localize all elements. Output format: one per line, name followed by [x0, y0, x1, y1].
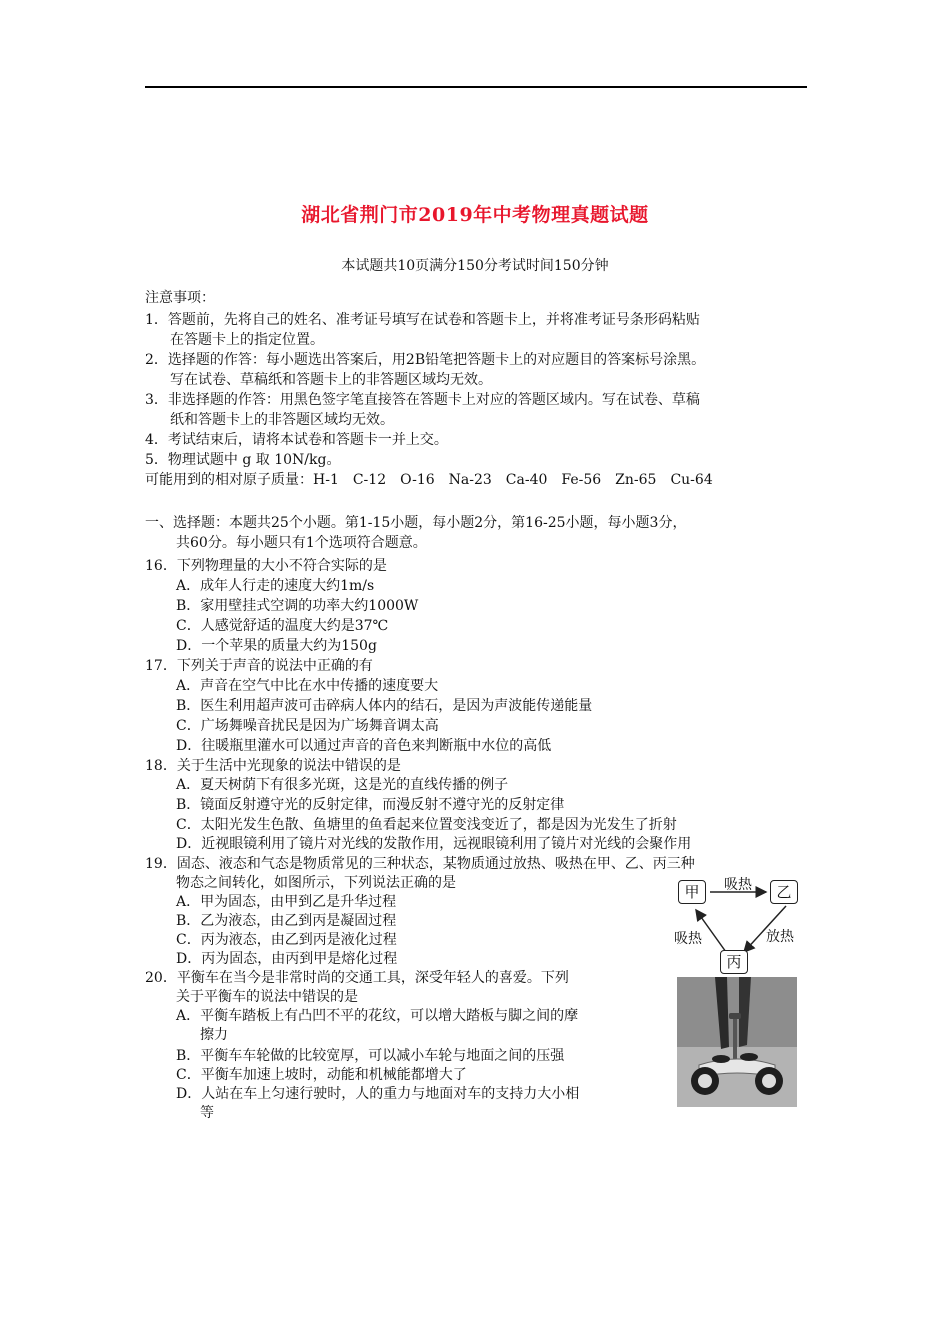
label-left-absorb: 吸热 — [674, 931, 702, 947]
question-option: A．平衡车踏板上有凸凹不平的花纹，可以增大踏板与脚之间的摩 — [176, 1008, 579, 1024]
note-item: 5．物理试题中 g 取 10N/kg。 — [145, 452, 341, 468]
phase-bing-box: 丙 — [720, 950, 748, 974]
notes-heading: 注意事项： — [145, 290, 215, 306]
question-option: B．医生利用超声波可击碎病人体内的结石，是因为声波能传递能量 — [176, 698, 593, 714]
label-right-release: 放热 — [766, 929, 794, 945]
question-option: A．甲为固态，由甲到乙是升华过程 — [176, 894, 397, 910]
question-stem: 20．平衡车在当今是非常时尚的交通工具，深受年轻人的喜爱。下列 — [145, 970, 569, 986]
question-option: C．丙为液态，由乙到丙是液化过程 — [176, 932, 397, 948]
question-option: B．镜面反射遵守光的反射定律，而漫反射不遵守光的反射定律 — [176, 797, 565, 813]
question-option: B．乙为液态，由乙到丙是凝固过程 — [176, 913, 397, 929]
question-option: C．太阳光发生色散、鱼塘里的鱼看起来位置变浅变近了，都是因为光发生了折射 — [176, 817, 677, 833]
question-option: A．成年人行走的速度大约1m/s — [176, 578, 375, 594]
question-stem: 17．下列关于声音的说法中正确的有 — [145, 658, 373, 674]
phase-jia-box: 甲 — [678, 880, 706, 904]
question-option: D．往暖瓶里灌水可以通过声音的音色来判断瓶中水位的高低 — [176, 738, 552, 754]
question-option: A．声音在空气中比在水中传播的速度要大 — [176, 678, 439, 694]
question-option-cont: 擦力 — [200, 1027, 228, 1043]
note-item: 4．考试结束后，请将本试卷和答题卡一并上交。 — [145, 432, 448, 448]
question-option: C．平衡车加速上坡时，动能和机械能都增大了 — [176, 1067, 467, 1083]
note-item: 写在试卷、草稿纸和答题卡上的非答题区域均无效。 — [170, 372, 492, 388]
question-stem-cont: 关于平衡车的说法中错误的是 — [176, 989, 358, 1005]
atomic-mass-line: 可能用到的相对原子质量：H-1 C-12 O-16 Na-23 Ca-40 Fe-56 Zn-65 Cu-64 — [145, 472, 713, 488]
question-option: A．夏天树荫下有很多光斑，这是光的直线传播的例子 — [176, 777, 509, 793]
page-subtitle: 本试题共10页满分150分考试时间150分钟 — [341, 258, 609, 274]
note-item: 纸和答题卡上的非答题区域均无效。 — [170, 412, 394, 428]
page-title: 湖北省荆门市2019年中考物理真题试题 — [301, 204, 649, 226]
question-option: B．平衡车车轮做的比较宽厚，可以减小车轮与地面之间的压强 — [176, 1048, 565, 1064]
section-heading: 一、选择题：本题共25个小题。第1-15小题，每小题2分，第16-25小题，每小题3分， — [145, 515, 687, 531]
question-stem: 19．固态、液态和气态是物质常见的三种状态，某物质通过放热、吸热在甲、乙、丙三种 — [145, 856, 695, 872]
note-item: 在答题卡上的指定位置。 — [170, 332, 324, 348]
label-top-absorb: 吸热 — [724, 877, 752, 893]
note-item: 3．非选择题的作答：用黑色签字笔直接答在答题卡上对应的答题区域内。写在试卷、草稿 — [145, 392, 700, 408]
question-option: D．丙为固态，由丙到甲是熔化过程 — [176, 951, 398, 967]
phase-change-diagram — [668, 870, 810, 976]
question-option-cont: 等 — [200, 1105, 214, 1121]
note-item: 2．选择题的作答：每小题选出答案后，用2B铅笔把答题卡上的对应题目的答案标号涂黑。 — [145, 352, 706, 368]
question-stem-cont: 物态之间转化，如图所示，下列说法正确的是 — [176, 875, 456, 891]
question-stem: 18．关于生活中光现象的说法中错误的是 — [145, 758, 401, 774]
question-option: D．人站在车上匀速行驶时，人的重力与地面对车的支持力大小相 — [176, 1086, 580, 1102]
question-option: C．广场舞噪音扰民是因为广场舞音调太高 — [176, 718, 439, 734]
balance-scooter-illustration — [677, 977, 797, 1107]
question-option: B．家用壁挂式空调的功率大约1000W — [176, 598, 419, 614]
phase-yi-box: 乙 — [770, 880, 798, 904]
note-item: 1．答题前，先将自己的姓名、准考证号填写在试卷和答题卡上，并将准考证号条形码粘贴 — [145, 312, 700, 328]
header-rule — [145, 86, 807, 88]
question-stem: 16．下列物理量的大小不符合实际的是 — [145, 558, 387, 574]
question-option: D．一个苹果的质量大约为150g — [176, 638, 377, 654]
question-option: D．近视眼镜利用了镜片对光线的发散作用，远视眼镜利用了镜片对光线的会聚作用 — [176, 836, 692, 852]
section-heading-cont: 共60分。每小题只有1个选项符合题意。 — [176, 535, 427, 551]
question-option: C．人感觉舒适的温度大约是37℃ — [176, 618, 389, 634]
balance-scooter-photo — [677, 977, 797, 1107]
